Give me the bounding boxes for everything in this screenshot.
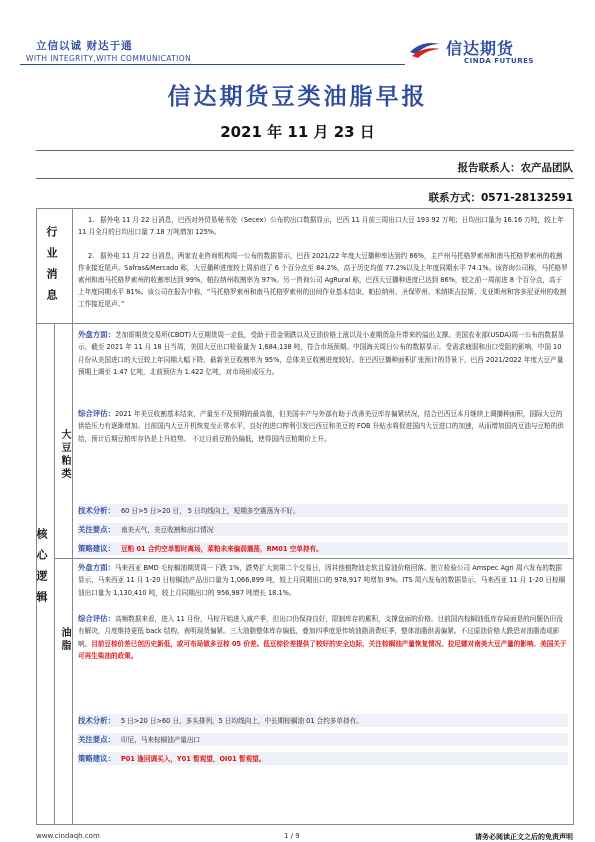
section-oils: 油脂 xyxy=(59,627,70,653)
header-subline: WITH INTEGRITY,WITH COMMUNICATION xyxy=(26,54,192,63)
news-number: 1. xyxy=(88,216,95,224)
row-divider xyxy=(54,558,574,559)
contact-person: 报告联系人：农产品团队 xyxy=(457,162,573,174)
footer-url[interactable]: www.cindaqh.com xyxy=(36,832,100,840)
oil-external-text: 马来西亚 BMD 毛棕榈油期货周一下跌 1%，跌势扩大到第二个交易日，因其他植物油走软且原油价格回落。独立检验公司 Amspec Agri 周六发布的数据显示，马来西亚 11 月 1-20 日棕榈油产品出口量为 1,066,899 吨，较上月同期出口的 978,917 吨增加 9%。ITS 周六发布的数据显示，马来西亚 11 月 1-20 日棕榈油出口量为 1,130,410 吨，较上月同期出口的 956,987 吨增长 18.1%。 xyxy=(78,564,566,597)
soybean-advice-lead: 策略建议： xyxy=(78,544,115,553)
section-soybean-meal: 大豆粕类 xyxy=(59,429,70,481)
column-divider xyxy=(72,208,73,825)
divider xyxy=(36,178,574,179)
news-item xyxy=(78,214,568,238)
oil-strategy xyxy=(78,752,568,765)
row-divider xyxy=(36,323,574,324)
news-text: 据外电 11 月 22 日消息，巴西对外贸易秘书处（Secex）公布的出口数据显示，巴西 11 月前三周出口大豆 193.92 万吨；日均出口量为 16.16 万吨，较上年 11 月全月的日均出口量 7.18 万吨增加 125%。 xyxy=(78,216,564,236)
soybean-focus xyxy=(78,523,568,536)
footer-page-number: 1 / 9 xyxy=(284,832,300,840)
soybean-external-lead: 外盘方面： xyxy=(78,330,115,339)
oil-summary xyxy=(78,613,568,663)
oil-external-market xyxy=(78,562,568,599)
soybean-focus-lead: 关注要点： xyxy=(78,525,115,534)
section-core-logic: 核心逻辑 xyxy=(35,528,48,612)
soybean-focus-text: 南美天气，美豆收割和出口情况 xyxy=(120,526,214,534)
soybean-tech-lead: 技术分析： xyxy=(78,506,115,515)
soybean-advice-text: 豆粕 01 合约空单暂时离场，菜粕未来偏弱震荡，RM01 空单持有。 xyxy=(120,545,323,553)
oil-advice-lead: 策略建议： xyxy=(78,754,115,763)
oil-focus-text: 印尼、马来棕榈油产量出口 xyxy=(120,736,201,744)
section-industry-news: 行业消息 xyxy=(45,226,58,310)
oil-external-lead: 外盘方面： xyxy=(78,563,115,572)
report-date: 2021 年 11 月 23 日 xyxy=(220,123,375,141)
oil-technical xyxy=(78,714,568,727)
soybean-external-market xyxy=(78,329,568,379)
contact-method: 联系方式：0571-28132591 xyxy=(428,192,573,204)
oil-focus-lead: 关注要点： xyxy=(78,735,115,744)
soybean-summary xyxy=(78,408,568,445)
oil-summary-lead: 综合评估： xyxy=(78,614,115,623)
cinda-logo-icon xyxy=(408,38,442,60)
soybean-summary-text: 2021 年美豆收割基本结束，产量至不及预期的最高值，但美国丰产与外部有助于改善美豆库存偏紧状况，结合巴西豆本月继续上调播种面积，国际大豆的供给压力有逐渐增加。目前国内大豆开机恢复至正常水平，良好的进口榨利引发巴西豆和美豆的 FOB 升贴水将促进国内大豆进口的加速，从而增加国内豆油与豆粕的供给，预计后期豆粕库存仍是上升趋势。 不过目前豆粕仍偏低，使得国内豆粕期价上升。 xyxy=(78,410,564,443)
divider xyxy=(36,150,574,151)
soybean-technical xyxy=(78,504,568,517)
news-item xyxy=(78,250,568,310)
soybean-strategy xyxy=(78,542,568,555)
report-title: 信达期货豆类油脂早报 xyxy=(167,83,428,110)
oil-advice-text: P01 逢回调买入，Y01 暂观望，OI01 暂观望。 xyxy=(120,755,266,763)
oil-tech-text: 5 日>20 日>60 日，多头排列，5 日均线向上，中长期棕榈油 01 合约多单持有。 xyxy=(120,717,363,725)
soybean-tech-text: 60 日>5 日>20 日， 5 日均线向上，短期多空震荡为不好。 xyxy=(120,507,300,515)
oil-summary-text: 高频数据来看，进入 11 月份，马棕开始进入减产季，但出口仍保持良好，限制库存的累积，支撑盘面的价格。目前国内棕榈油低库存局面是的问题仍旧没有解决，月度维持更低 back 结构，表明现货偏紧。三大油脂整体库存偏低，叠加四季度是传统油脂消费旺季，整体油脂供需偏紧。不过原油价格大跌恐对油脂造成影响。 xyxy=(78,615,563,648)
logo-chinese-name: 信达期货 xyxy=(446,39,515,58)
news-number: 2. xyxy=(88,252,95,260)
news-text: 据外电 11 月 22 日消息，两家农业咨询机构周一公布的数据显示，巴西 2021/22 年度大豆播种率达到约 86%，主产州马托格罗索州和南马托格罗索州的收割作业接近尾声。Safras&Mercado 称，大豆播种进度较上周前进了 6 个百分点至 84.2%，高于历史均值 77.2%以及上年度同期水平 74.1%。该咨询公司称，马托格罗索州和南马托格罗索州的收割率达到 99%，帕拉纳州收割率为 97%。另一咨询公司 AgRural 称，巴西大豆播种进度已达到 86%，较之前一周前进 8 个百分点，高于上年度同期水平 81%。该公司在报告中称，“马托格罗索州和南马托格罗索州的田间作业基本结束，帕拉纳州、圣保罗州、米纳斯吉拉斯、戈亚斯州和容多尼亚州的收割工作接近尾声。” xyxy=(78,252,568,308)
logo-english-name: CINDA FUTURES xyxy=(464,57,534,65)
sub-column-divider xyxy=(54,323,55,825)
oil-tech-lead: 技术分析： xyxy=(78,716,115,725)
header-rule xyxy=(20,64,405,65)
footer-disclaimer-note: 请务必阅读正文之后的免责声明 xyxy=(475,833,573,841)
oil-summary-highlight: 目前豆棕价差已创历史新低，或可布局做多豆棕 05 价差。低豆棕价差提供了较好的安全边际，关注棕榈油产量恢复情况、拉尼娜对南美大豆产量的影响、美国关于可再生柴油的政策。 xyxy=(78,639,567,661)
soybean-summary-lead: 综合评估： xyxy=(78,409,115,418)
oil-focus xyxy=(78,733,568,746)
header-slogan: 立信以诚 财达于通 xyxy=(36,40,133,52)
soybean-external-text: 芝加哥期货交易所(CBOT)大豆期货周一走低，受助于资金领跌以及豆油价格上涨以及小麦期货急升带来的溢出支撑。美国农业部(USDA)周一公布的数据显示，截至 2021 年 11 月 18 日当周，美国大豆出口检验量为 1,684,138 吨，符合市场预期。中国海关周日公布的数据显示，受需求疲弱和出口受阻的影响，中国 10 月份从美国进口的大豆较上年同期大幅下降，最新美豆收割率为 95%，总体美豆收割进度较好。在巴西豆播种面积扩张预计的背景下，巴西 2021/2022 年度大豆产量预期上调至 1.47 亿吨，北前预估为 1.422 亿吨，对市场形成压力。 xyxy=(78,331,565,377)
